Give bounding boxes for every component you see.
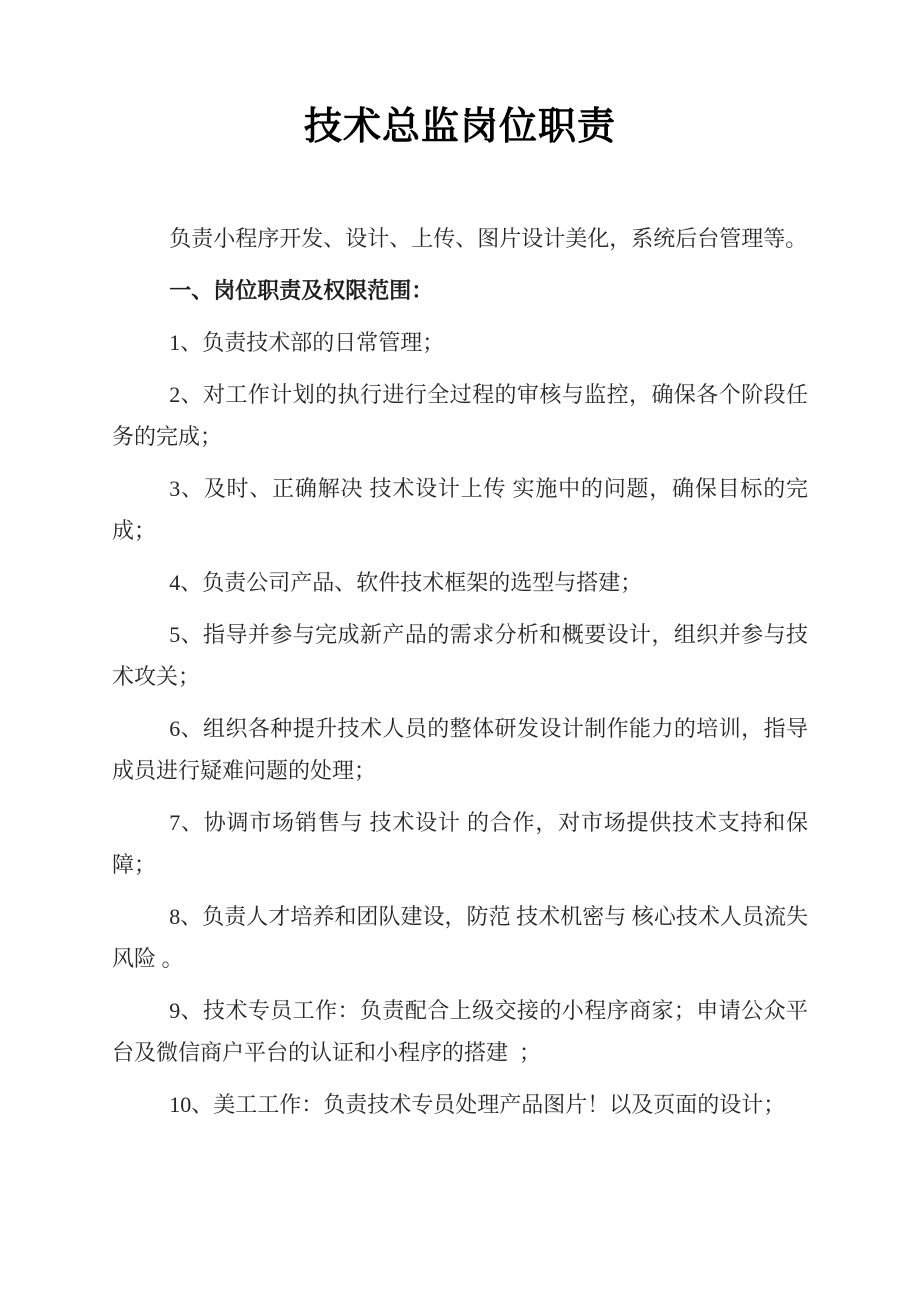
duty-item-1: 1、负责技术部的日常管理；: [169, 329, 445, 355]
duty-item-7: 7、协调市场销售与 技术设计 的合作，对市场提供技术支持和保障；: [112, 809, 808, 877]
duty-item-9: 9、技术专员工作：负责配合上级交接的小程序商家；申请公众平台及微信商户平台的认证和小程序的搭建 ；: [112, 997, 808, 1065]
duty-item-4: 4、负责公司产品、软件技术框架的选型与搭建；: [169, 569, 643, 595]
duty-item-2: 2、对工作计划的执行进行全过程的审核与监控，确保各个阶段任务的完成；: [112, 381, 808, 449]
section-heading: 一、岗位职责及权限范围：: [169, 277, 434, 303]
duty-item-3: 3、及时、正确解决 技术设计上传 实施中的问题，确保目标的完成；: [112, 475, 808, 543]
duty-item-5: 5、指导并参与完成新产品的需求分析和概要设计，组织并参与技术攻关；: [112, 621, 808, 689]
duty-item-8: 8、负责人才培养和团队建设，防范 技术机密与 核心技术人员流失风险 。: [112, 903, 808, 971]
document-title: 技术总监岗位职责: [303, 106, 616, 148]
duty-item-10: 10、美工工作：负责技术专员处理产品图片！以及页面的设计；: [169, 1091, 786, 1117]
duty-item-6: 6、组织各种提升技术人员的整体研发设计制作能力的培训，指导成员进行疑难问题的处理；: [112, 715, 808, 783]
intro-paragraph: 负责小程序开发、设计、上传、图片设计美化，系统后台管理等。: [169, 225, 808, 251]
